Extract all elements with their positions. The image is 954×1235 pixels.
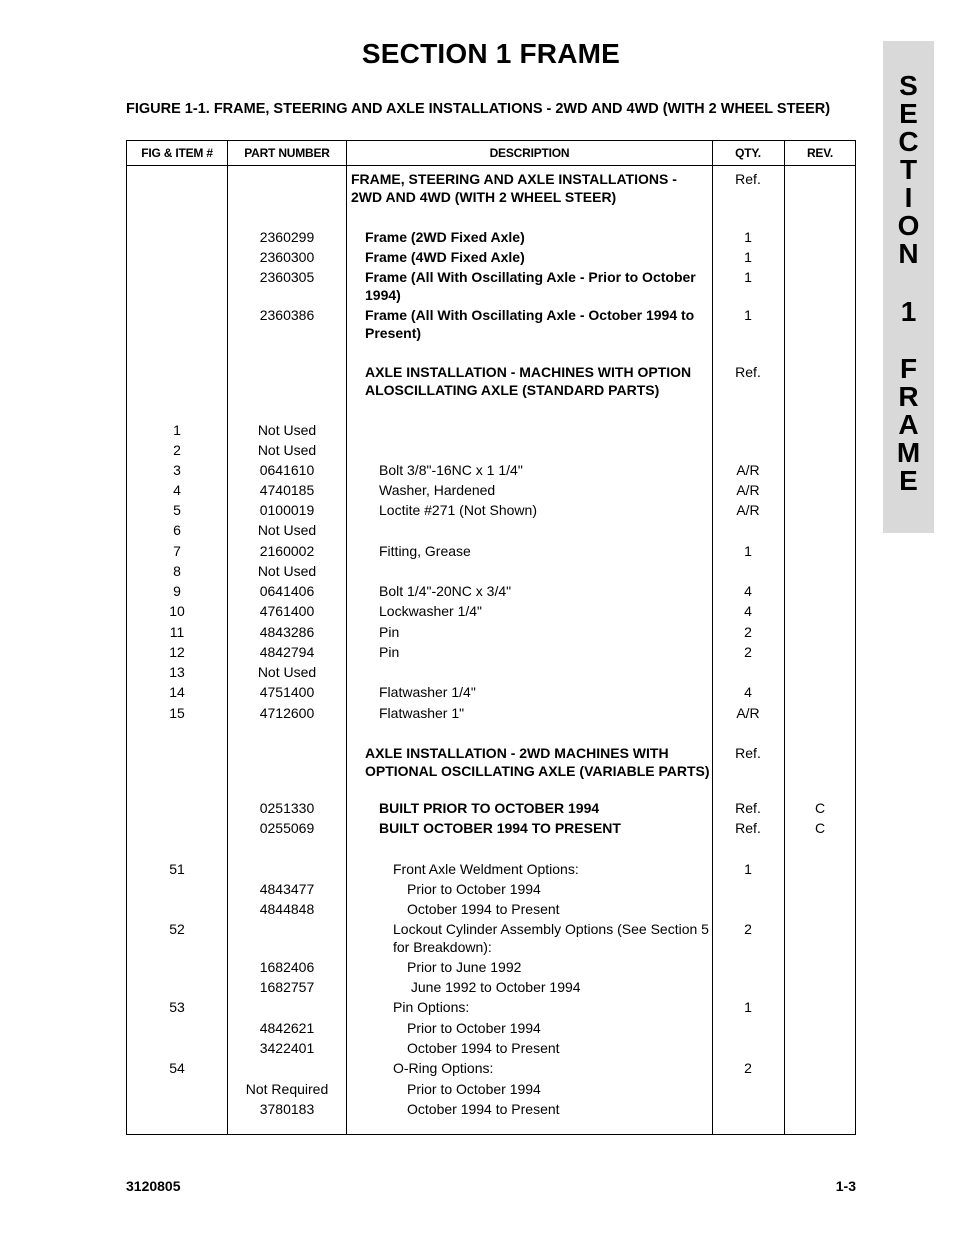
description-cell: Frame (2WD Fixed Axle) — [365, 229, 525, 245]
description-cell: O-Ring Options: — [393, 1060, 494, 1076]
part-number-cell: Not Used — [257, 563, 317, 579]
description-cell: FRAME, STEERING AND AXLE INSTALLATIONS - 2WD AND 4WD (WITH 2 WHEEL STEER) — [351, 171, 677, 205]
fig-item-cell: 13 — [169, 664, 185, 680]
side-tab-letter: N — [898, 238, 919, 269]
part-number-cell: 0255069 — [259, 820, 315, 836]
side-tab-letter: I — [904, 182, 913, 213]
document-number: 3120805 — [126, 1178, 181, 1194]
fig-item-cell: 5 — [173, 502, 181, 518]
qty-cell: 1 — [744, 307, 752, 323]
part-number-cell: 4751400 — [259, 684, 315, 700]
fig-item-cell: 12 — [169, 644, 185, 660]
qty-cell: Ref. — [735, 171, 761, 187]
part-number-cell: 4844848 — [259, 901, 315, 917]
part-number-cell: 2360300 — [259, 249, 315, 265]
page-number: 1-3 — [835, 1178, 856, 1194]
qty-cell: A/R — [736, 482, 760, 498]
description-cell: Prior to October 1994 — [407, 1081, 541, 1097]
description-cell: Lockwasher 1/4" — [379, 603, 483, 619]
header-part-number: PART NUMBER — [244, 146, 330, 160]
qty-cell: 4 — [744, 583, 752, 599]
description-cell: Washer, Hardened — [379, 482, 496, 498]
qty-cell: 2 — [744, 644, 752, 660]
description-cell: AXLE INSTALLATION - MACHINES WITH OPTION ALOSCILLATING AXLE (STANDARD PARTS) — [365, 364, 692, 398]
qty-cell: A/R — [736, 502, 760, 518]
description-cell: October 1994 to Present — [407, 1040, 560, 1056]
description-cell: Lockout Cylinder Assembly Options (See Section 5 for Breakdown): — [393, 921, 709, 955]
description-cell: Flatwasher 1" — [379, 705, 465, 721]
description-cell: AXLE INSTALLATION - 2WD MACHINES WITH OPTIONAL OSCILLATING AXLE (VARIABLE PARTS) — [365, 745, 710, 779]
description-cell: Pin — [379, 624, 400, 640]
qty-cell: Ref. — [735, 745, 761, 761]
qty-cell: 1 — [744, 269, 752, 285]
description-cell: Pin Options: — [393, 999, 470, 1015]
header-rev: REV. — [806, 146, 834, 160]
part-number-cell: 4740185 — [259, 482, 315, 498]
qty-cell: 2 — [744, 624, 752, 640]
part-number-cell: 3422401 — [259, 1040, 315, 1056]
part-number-cell: 4843477 — [259, 881, 315, 897]
part-number-cell: 2360305 — [259, 269, 315, 285]
side-tab-letter: F — [899, 353, 918, 384]
rev-cell: C — [814, 820, 826, 836]
parts-table — [126, 140, 856, 1135]
part-number-cell: 2360299 — [259, 229, 315, 245]
description-cell: Prior to June 1992 — [407, 959, 522, 975]
side-tab-letter: C — [898, 126, 919, 157]
side-tab-letter: O — [897, 210, 920, 241]
header-fig-item: FIG & ITEM # — [141, 146, 213, 160]
description-cell: Prior to October 1994 — [407, 1020, 541, 1036]
fig-item-cell: 53 — [169, 999, 185, 1015]
qty-cell: A/R — [736, 462, 760, 478]
part-number-cell: 3780183 — [259, 1101, 315, 1117]
qty-cell: Ref. — [735, 820, 761, 836]
side-tab-letter: E — [899, 465, 918, 496]
part-number-cell: Not Used — [257, 522, 317, 538]
part-number-cell: 2160002 — [259, 543, 315, 559]
part-number-cell: 4843286 — [259, 624, 315, 640]
description-cell: Bolt 3/8"-16NC x 1 1/4" — [379, 462, 523, 478]
header-description: DESCRIPTION — [489, 146, 570, 160]
qty-cell: Ref. — [735, 364, 761, 380]
fig-item-cell: 14 — [169, 684, 185, 700]
qty-cell: Ref. — [735, 800, 761, 816]
description-cell: Front Axle Weldment Options: — [393, 861, 579, 877]
part-number-cell: 4842621 — [259, 1020, 315, 1036]
description-cell: Fitting, Grease — [379, 543, 471, 559]
fig-item-cell: 6 — [173, 522, 181, 538]
fig-item-cell: 15 — [169, 705, 185, 721]
part-number-cell: 4712600 — [259, 705, 315, 721]
part-number-cell: Not Required — [245, 1081, 329, 1097]
side-tab-letter: S — [899, 70, 918, 101]
figure-title: FIGURE 1-1. FRAME, STEERING AND AXLE INSTALLATIONS - 2WD AND 4WD (WITH 2 WHEEL STEER) — [126, 101, 831, 117]
fig-item-cell: 52 — [169, 921, 185, 937]
side-tab-letter: R — [898, 381, 919, 412]
fig-item-cell: 51 — [169, 861, 185, 877]
fig-item-cell: 4 — [173, 482, 181, 498]
section-side-tab — [883, 41, 934, 533]
side-tab-letter: T — [899, 154, 918, 185]
column-divider — [784, 141, 785, 1134]
fig-item-cell: 1 — [173, 422, 181, 438]
side-tab-letter: M — [896, 437, 921, 468]
description-cell: Pin — [379, 644, 400, 660]
part-number-cell: 0251330 — [259, 800, 315, 816]
qty-cell: 1 — [744, 543, 752, 559]
qty-cell: 4 — [744, 603, 752, 619]
description-cell: Loctite #271 (Not Shown) — [379, 502, 537, 518]
fig-item-cell: 10 — [169, 603, 185, 619]
part-number-cell: Not Used — [257, 442, 317, 458]
fig-item-cell: 8 — [173, 563, 181, 579]
description-cell: Frame (All With Oscillating Axle - October 1994 to Present) — [365, 307, 695, 341]
qty-cell: 1 — [744, 999, 752, 1015]
fig-item-cell: 2 — [173, 442, 181, 458]
part-number-cell: 0641610 — [259, 462, 315, 478]
description-cell: Bolt 1/4"-20NC x 3/4" — [379, 583, 512, 599]
description-cell: BUILT PRIOR TO OCTOBER 1994 — [379, 800, 600, 816]
qty-cell: 4 — [744, 684, 752, 700]
fig-item-cell: 7 — [173, 543, 181, 559]
part-number-cell: 1682757 — [259, 979, 315, 995]
fig-item-cell: 54 — [169, 1060, 185, 1076]
header-qty: QTY. — [735, 146, 761, 160]
part-number-cell: 2360386 — [259, 307, 315, 323]
qty-cell: 2 — [744, 1060, 752, 1076]
description-cell: Frame (4WD Fixed Axle) — [365, 249, 525, 265]
fig-item-cell: 3 — [173, 462, 181, 478]
description-cell: Flatwasher 1/4" — [379, 684, 476, 700]
section-title: SECTION 1 FRAME — [361, 38, 621, 69]
description-cell: Frame (All With Oscillating Axle - Prior to October 1994) — [365, 269, 696, 303]
description-cell: June 1992 to October 1994 — [407, 979, 581, 995]
part-number-cell: 0641406 — [259, 583, 315, 599]
part-number-cell: 1682406 — [259, 959, 315, 975]
description-cell: October 1994 to Present — [407, 1101, 560, 1117]
part-number-cell: 4761400 — [259, 603, 315, 619]
description-cell: BUILT OCTOBER 1994 TO PRESENT — [379, 820, 621, 836]
column-divider — [346, 141, 347, 1134]
part-number-cell: 4842794 — [259, 644, 315, 660]
description-cell: October 1994 to Present — [407, 901, 560, 917]
header-divider — [127, 165, 855, 166]
side-tab-letter: E — [899, 98, 918, 129]
qty-cell: 1 — [744, 229, 752, 245]
fig-item-cell: 9 — [173, 583, 181, 599]
description-cell: Prior to October 1994 — [407, 881, 541, 897]
part-number-cell: Not Used — [257, 422, 317, 438]
qty-cell: 2 — [744, 921, 752, 937]
part-number-cell: 0100019 — [259, 502, 315, 518]
qty-cell: 1 — [744, 861, 752, 877]
side-tab-letter: 1 — [900, 296, 917, 327]
qty-cell: A/R — [736, 705, 760, 721]
fig-item-cell: 11 — [169, 624, 185, 640]
qty-cell: 1 — [744, 249, 752, 265]
rev-cell: C — [814, 800, 826, 816]
part-number-cell: Not Used — [257, 664, 317, 680]
side-tab-letter: A — [898, 409, 919, 440]
